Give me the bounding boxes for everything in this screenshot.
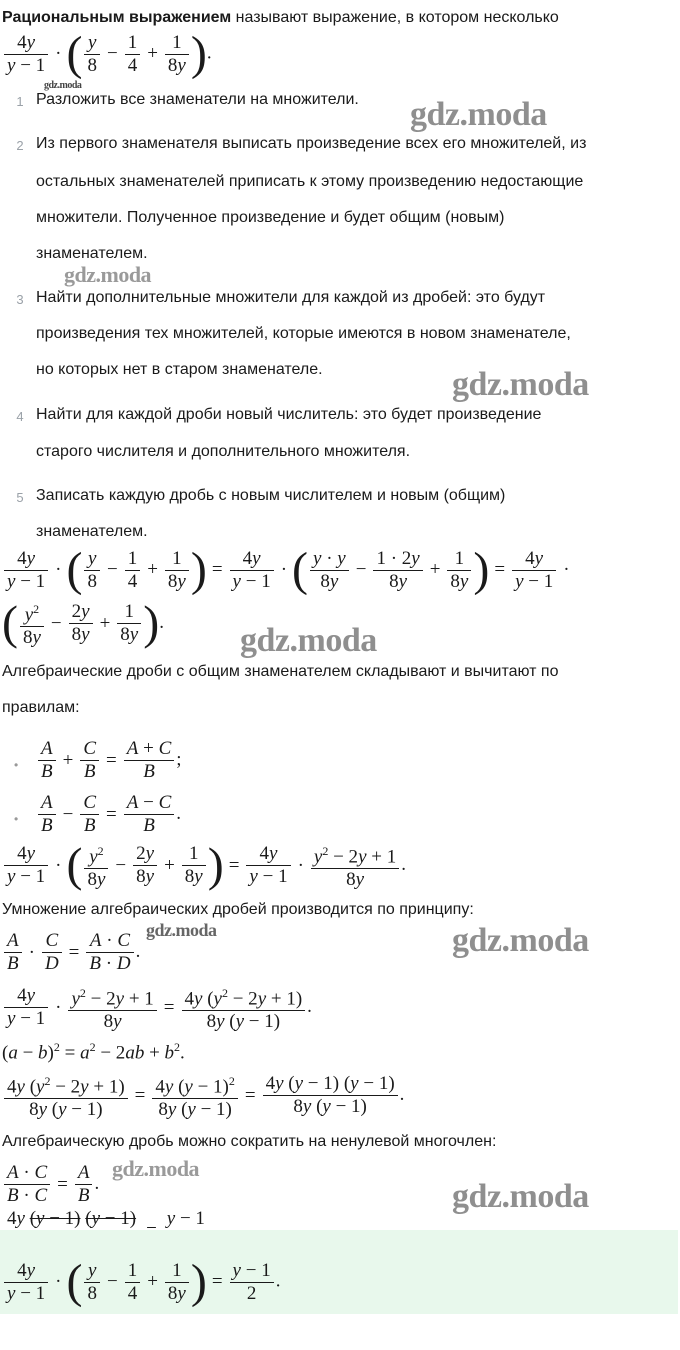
mult-rule-text: Умножение алгебраических дробей производится по принципу: — [2, 901, 474, 918]
watermark: gdz.moda — [112, 1156, 200, 1181]
expression: $\frac{4y}{y - 1}$ · ( $\frac{y}{8}$ − $\frac{1}{4}$ + $\frac{1}{8y}$ ). — [2, 30, 212, 78]
rule-cancellation: $\frac{A \cdot C}{B \cdot C}$ = $\frac{A}{B}$ . — [2, 1162, 99, 1207]
step-3-line: но которых нет в старом знаменателе. — [36, 361, 323, 378]
step-5-line: знаменателем. — [36, 523, 148, 540]
expression: $\frac{4y (y^2 - 2y + 1)}{8y (y - 1)}$ = $\frac{4y (y - 1)^2}{8y (y - 1)}$ = $\frac{4y (y - 1) (y - 1)}{8y (y - 1)}$ . — [2, 1070, 404, 1121]
watermark: gdz.moda — [64, 262, 152, 287]
expression: ( $\frac{y^2}{8y}$ − $\frac{2y}{8y}$ + $\frac{1}{8y}$ ). — [2, 596, 164, 650]
watermark: gdz.moda — [452, 366, 589, 403]
step-3-line: произведения тех множителей, которые имеются в новом знаменателе, — [36, 325, 571, 342]
cancel-rule-text: Алгебраическую дробь можно сократить на ненулевой многочлен: — [2, 1133, 497, 1150]
formula-square: $(a - b)^2 = a^2 - 2ab + b^2$. — [2, 1040, 185, 1064]
watermark: gdz.moda — [146, 920, 217, 940]
step-number: 1 — [16, 94, 24, 109]
step-number: 3 — [16, 292, 24, 307]
step-number: 4 — [16, 409, 24, 424]
step-4-line: Найти для каждой дроби новый числитель: это будет произведение — [36, 406, 542, 423]
watermark: gdz.moda — [410, 96, 547, 133]
step-2-line: Из первого знаменателя выписать произведение всех его множителей, из — [36, 135, 587, 152]
add-rule-text-2: правилам: — [2, 699, 80, 716]
add-rule-text: Алгебраические дроби с общим знаменателем складывают и вычитают по — [2, 663, 559, 680]
bullet: • — [14, 812, 19, 826]
rule-subtraction: $\frac{A}{B}$ − $\frac{C}{B}$ = $\frac{A - C}{B}$ . — [36, 792, 181, 837]
step-4-line: старого числителя и дополнительного множителя. — [36, 443, 411, 460]
step-5-line: Записать каждую дробь с новым числителем и новым (общим) — [36, 487, 506, 504]
watermark: gdz.moda — [240, 622, 377, 659]
bullet: • — [14, 758, 19, 772]
expression: $\frac{4y}{y - 1}$ · $\frac{y^2 - 2y + 1}{8y}$ = $\frac{4y (y^2 - 2y + 1)}{8y (y - 1)}$ . — [2, 982, 312, 1033]
expression: $\frac{4y}{y - 1}$ · ( $\frac{y^2}{8y}$ − $\frac{2y}{8y}$ + $\frac{1}{8y}$ ) = $\frac{4y}{y - 1}$ · $\frac{y^2 - 2y + 1}{8y}$ . — [2, 840, 406, 891]
intro-rest: называют выражение, в котором несколько — [231, 9, 559, 26]
step-number: 2 — [16, 138, 24, 153]
step-2-line: множители. Полученное произведение и будет общим (новым) — [36, 209, 505, 226]
step-number: 5 — [16, 490, 24, 505]
watermark: gdz.moda — [452, 1178, 589, 1215]
watermark: gdz.moda — [452, 922, 589, 959]
answer-expression: $\frac{4y}{y - 1}$ · ( $\frac{y}{8}$ − $\frac{1}{4}$ + $\frac{1}{8y}$ ) = $\frac{y - 1}{2}$ . — [2, 1258, 280, 1306]
expression: $\frac{4y}{y - 1}$ · ( $\frac{y}{8}$ − $\frac{1}{4}$ + $\frac{1}{8y}$ ) = $\frac{4y}{y - 1}$ · ( $\frac{y \cdot y}{8y}$ − $\frac{1 \cdot 2y}{8y}$ + $\frac{1}{8y}$ ) = $\frac{4y}{y - 1}$ · — [2, 546, 575, 594]
intro-bold: Рациональным выражением — [2, 9, 232, 26]
rule-multiplication: $\frac{A}{B}$ · $\frac{C}{D}$ = $\frac{A \cdot C}{B \cdot D}$ . — [2, 930, 140, 975]
step-1-line: Разложить все знаменатели на множители. — [36, 91, 359, 108]
step-3-line: Найти дополнительные множители для каждой из дробей: это будут — [36, 289, 546, 306]
watermark: gdz.moda — [44, 80, 82, 91]
intro-text — [2, 8, 559, 28]
step-2-line: остальных знаменателей приписать к этому произведению недостающие — [36, 173, 584, 190]
expression: 4y (y − 1) (y − 1) y − 1 — [2, 1208, 215, 1253]
step-2-line: знаменателем. — [36, 245, 148, 262]
rule-addition: $\frac{A}{B}$ + $\frac{C}{B}$ = $\frac{A + C}{B}$ ; — [36, 738, 182, 783]
